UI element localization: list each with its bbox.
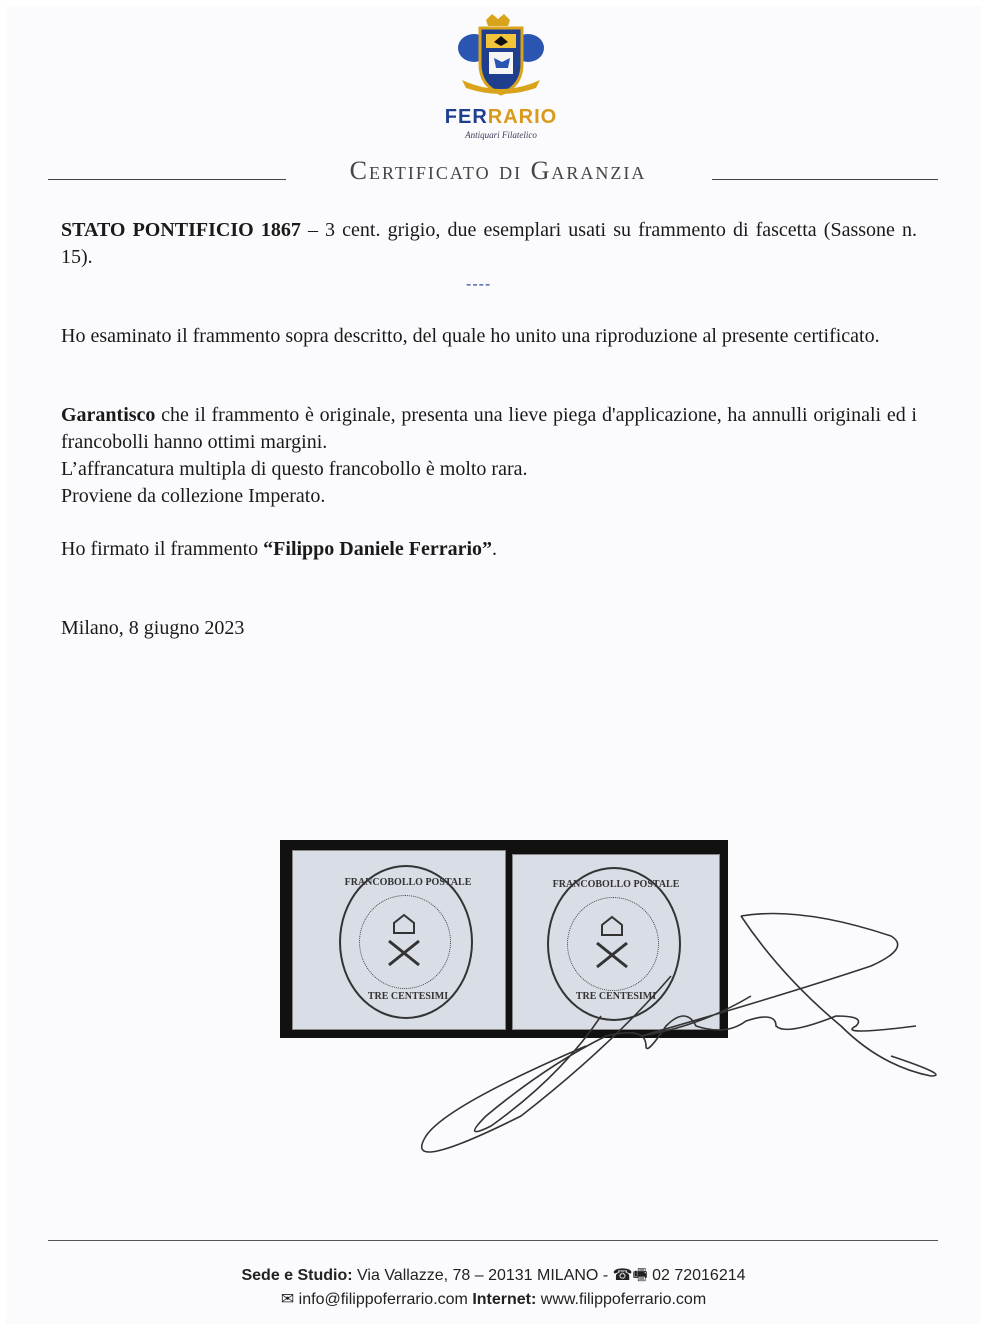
handwritten-signature bbox=[401, 896, 961, 1156]
examination-text: Ho esaminato il frammento sopra descritto, del quale ho unito una riproduzione al presente certificato. bbox=[61, 325, 880, 347]
mail-icon: ✉ bbox=[280, 1291, 295, 1308]
email-link[interactable]: info@filippoferrario.com bbox=[294, 1291, 473, 1308]
title-row bbox=[48, 154, 938, 194]
stamp-left-top-text: FRANCOBOLLO POSTALE bbox=[344, 877, 472, 888]
brand-name: FERRARIO bbox=[444, 106, 558, 128]
footer-rule bbox=[48, 1240, 938, 1241]
guarantee-text: Garantisco che il frammento è originale, presenta una lieve piega d'applicazione, ha annulli originali ed i francobolli hanno ottimi margini. bbox=[61, 404, 917, 453]
brand-tagline: Antiquari Filatelico bbox=[465, 130, 537, 140]
certificate-page bbox=[6, 6, 981, 1324]
stamp-description: STATO PONTIFICIO 1867 – 3 cent. grigio, due esemplari usati su frammento di fascetta (Sassone n. 15). bbox=[61, 219, 917, 268]
separator: ---- bbox=[466, 276, 492, 293]
stamp-right-bottom-text: TRE CENTESIMI bbox=[575, 991, 657, 1002]
footer-address: Sede e Studio: Via Vallazze, 78 – 20131 MILANO - ☎🖷 02 72016214 bbox=[241, 1267, 746, 1284]
place-date: Milano, 8 giugno 2023 bbox=[61, 617, 245, 639]
stamp-left-bottom-text: TRE CENTESIMI bbox=[367, 991, 449, 1002]
certificate-title: Certificato di Garanzia bbox=[349, 156, 647, 185]
signed-text: Ho firmato il frammento “Filippo Daniele Ferrario”. bbox=[61, 538, 498, 560]
rarity-text: L’affrancatura multipla di questo francobollo è molto rara. bbox=[61, 458, 528, 480]
coat-of-arms-icon bbox=[456, 14, 546, 106]
ferrario-logo bbox=[426, 14, 576, 144]
website-link[interactable]: www.filippoferrario.com bbox=[536, 1291, 707, 1308]
title-rule-right bbox=[712, 179, 938, 180]
phone-fax-icon: ☎🖷 bbox=[612, 1267, 648, 1284]
provenance-text: Proviene da collezione Imperato. bbox=[61, 485, 326, 507]
title-rule-left bbox=[48, 179, 286, 180]
stamp-right-top-text: FRANCOBOLLO POSTALE bbox=[552, 879, 680, 890]
footer-contacts: ✉ info@filippoferrario.com Internet: www.filippoferrario.com bbox=[280, 1291, 707, 1308]
